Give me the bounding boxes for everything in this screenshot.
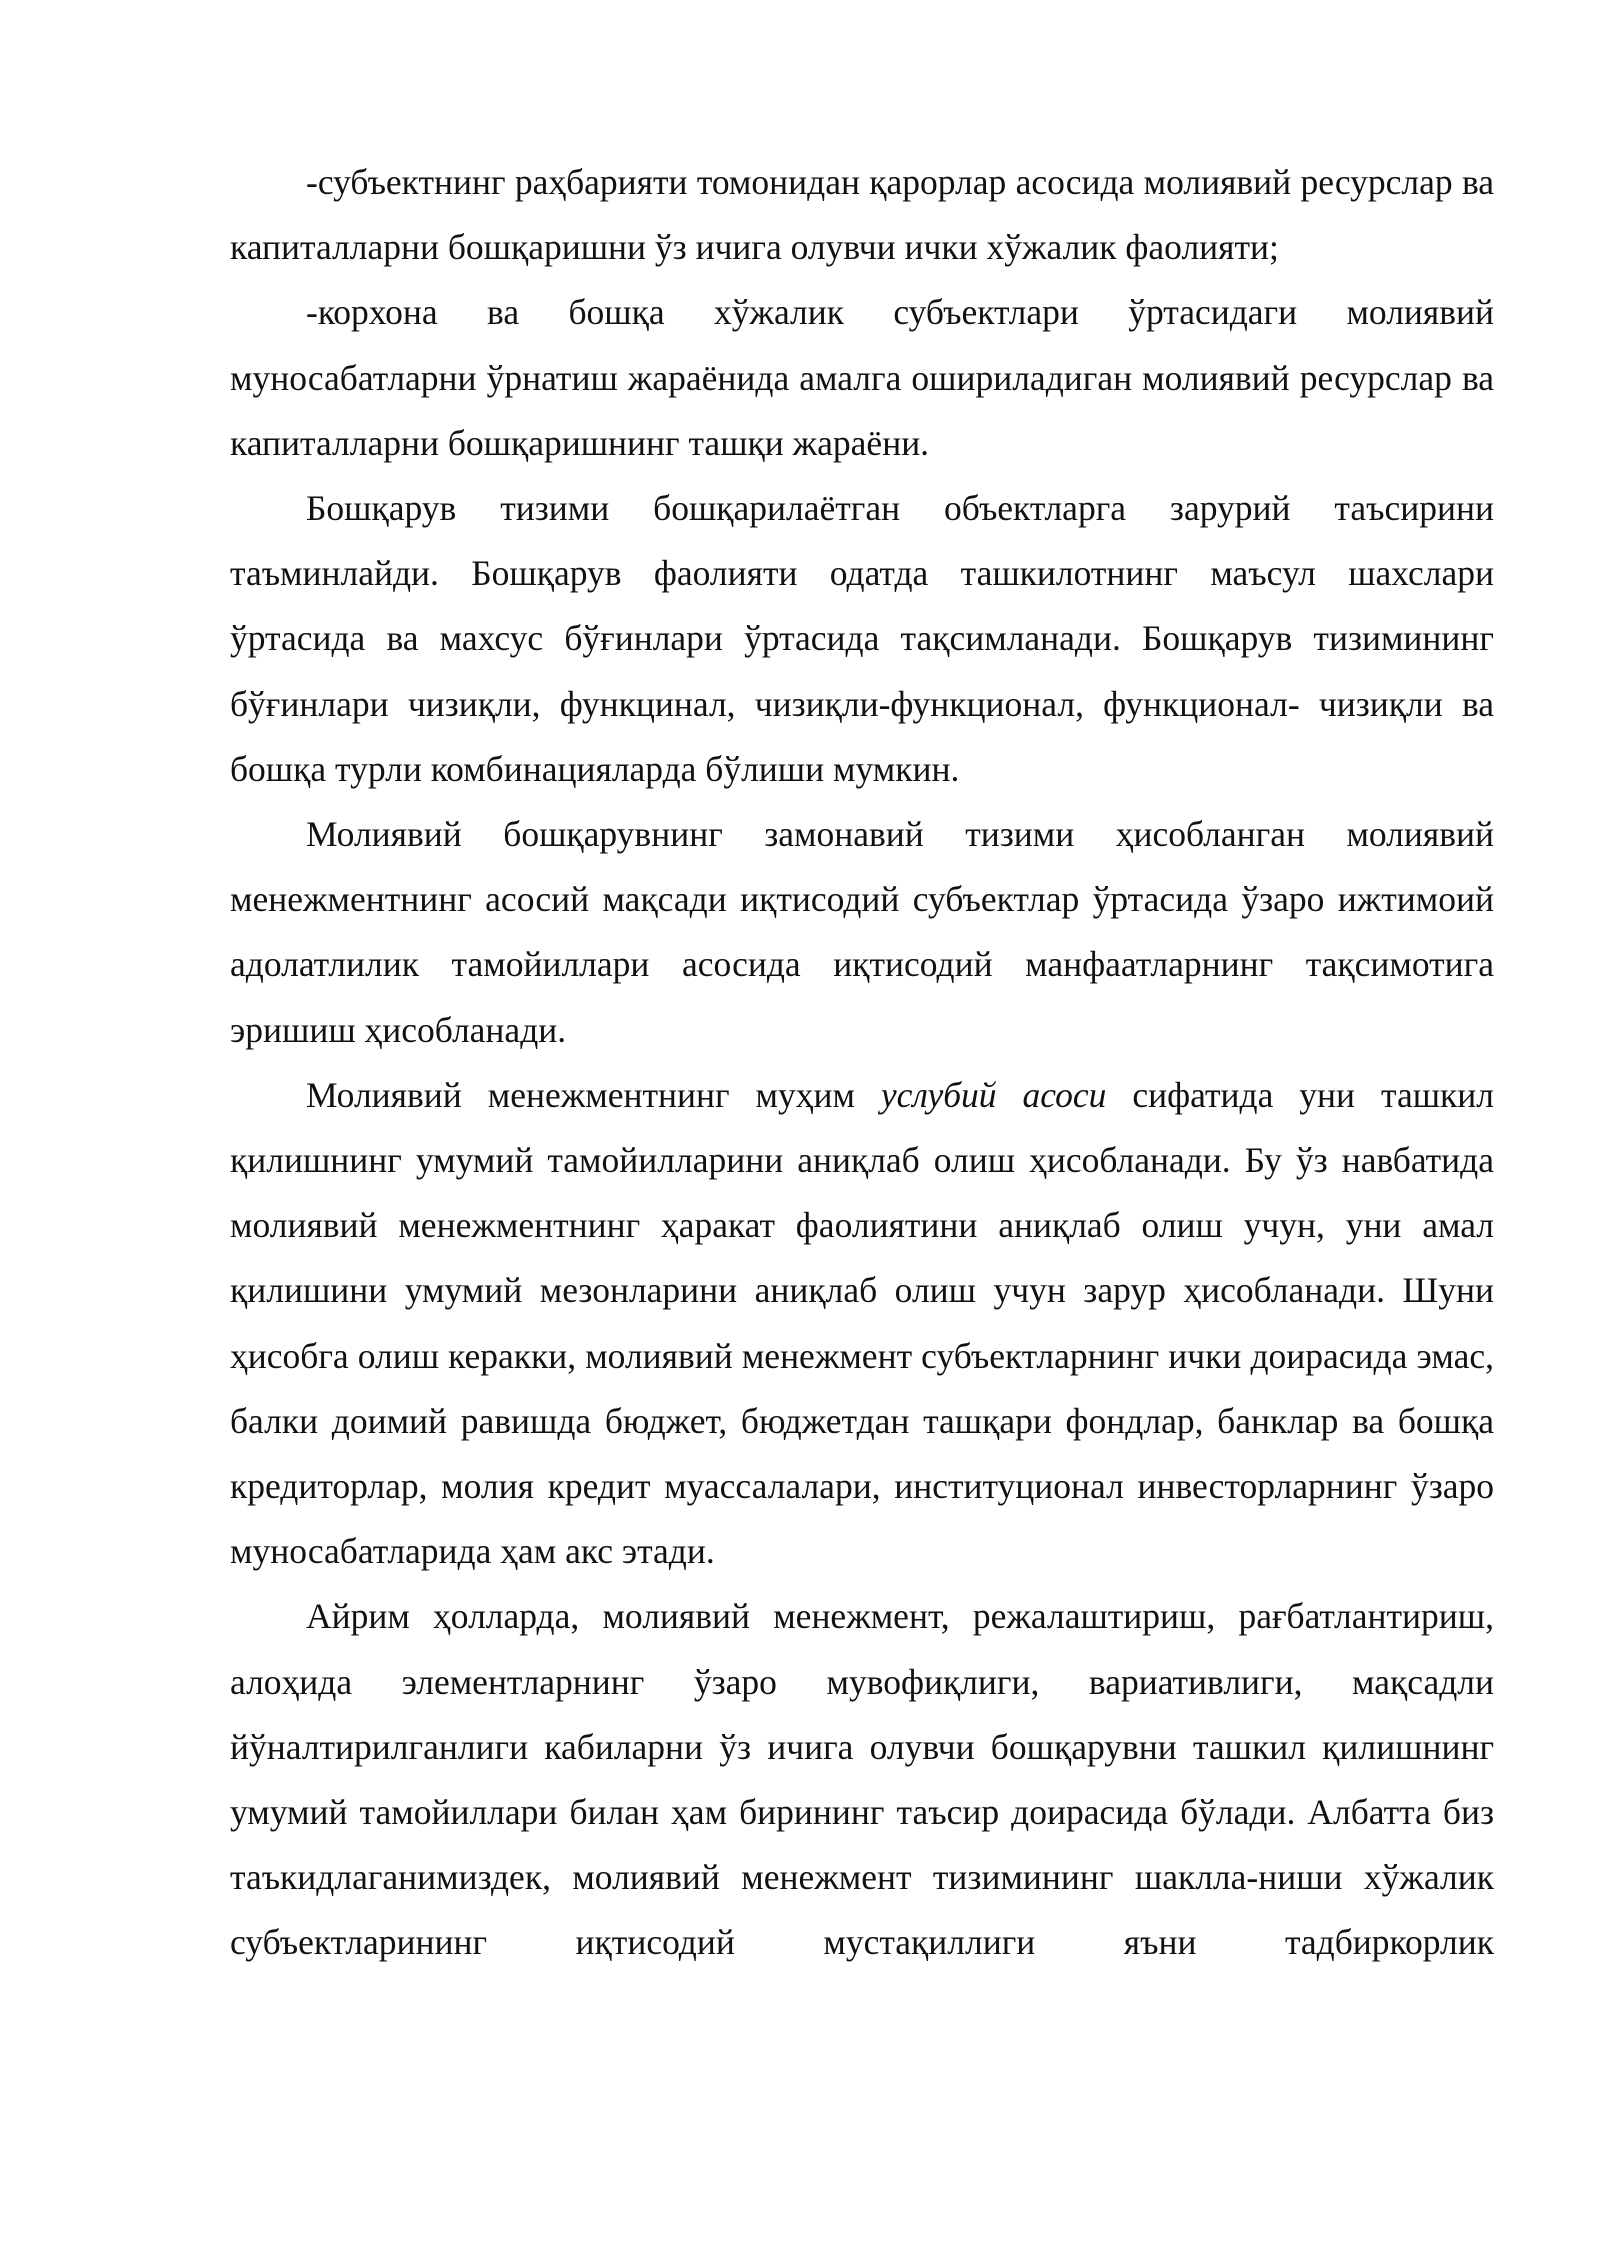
paragraph-financial-goal: Молиявий бошқарувнинг замонавий тизими ҳисобланган молиявий менежментнинг асосий мақсади иқтисодий субъектлар ўртасида ўзаро ижтимоий адолатлилик тамойиллари асосида иқтисодий манфаатларнинг тақсимотига эришиш ҳисобланади. [230,814,1494,1050]
paragraph-internal-activity: -субъектнинг раҳбарияти томонидан қарорлар асосида молиявий ресурслар ва капиталларни бошқаришни ўз ичига олувчи ички хўжалик фаолияти; [230,162,1494,268]
paragraph-methodological-basis-rest: сифатида уни ташкил қилишнинг умумий тамойилларини аниқлаб олиш ҳисобланади. Бу ўз навбатида молиявий менежментнинг ҳаракат фаолиятини аниқлаб олиш учун, уни амал қилишини умумий мезонларини аниқлаб олиш учун зарур ҳисобланади. Шуни ҳисобга олиш керакки, молиявий менежмент субъектларнинг ички доирасида эмас, балки доимий равишда бюджет, бюджетдан ташқари фондлар, банклар ва бошқа кредиторлар, молия кредит муассалалари, институционал инвесторларнинг ўзаро муносабатларида ҳам акс этади. [230,1074,1495,1572]
italic-term: услубий асоси [880,1074,1107,1115]
paragraph-general-principles: Айрим ҳолларда, молиявий менежмент, режалаштириш, рағбатлантириш, алоҳида элементларнинг ўзаро мувофиқлиги, вариативлиги, мақсадли йўналтирилганлиги кабиларни ўз ичига олувчи бошқарувни ташкил қилишнинг умумий тамойиллари билан ҳам бирининг таъсир доирасида бўлади. Албатта биз таъкидлаганимиздек, молиявий менежмент тизимининг шаклла-ниши хўжалик субъектларининг иқтисодий мустақиллиги яъни тадбиркорлик [230,1596,1494,1963]
paragraph-external-process: -корхона ва бошқа хўжалик субъектлари ўртасидаги молиявий муносабатларни ўрнатиш жараёнида амалга ошириладиган молиявий ресурслар ва капиталларни бошқаришнинг ташқи жараёни. [230,292,1494,463]
document-page [230,150,1494,1976]
paragraph-management-system: Бошқарув тизими бошқарилаётган объектларга зарурий таъсирини таъминлайди. Бошқарув фаолияти одатда ташкилотнинг маъсул шахслари ўртасида ва махсус бўғинлари ўртасида тақсимланади. Бошқарув тизимининг бўғинлари чизиқли, функцинал, чизиқли-функционал, функционал- чизиқли ва бошқа турли комбинацияларда бўлиши мумкин. [230,488,1494,789]
paragraph-methodological-basis [230,1063,1494,1585]
paragraph-methodological-basis-start: Молиявий менежментнинг муҳим [306,1074,881,1115]
